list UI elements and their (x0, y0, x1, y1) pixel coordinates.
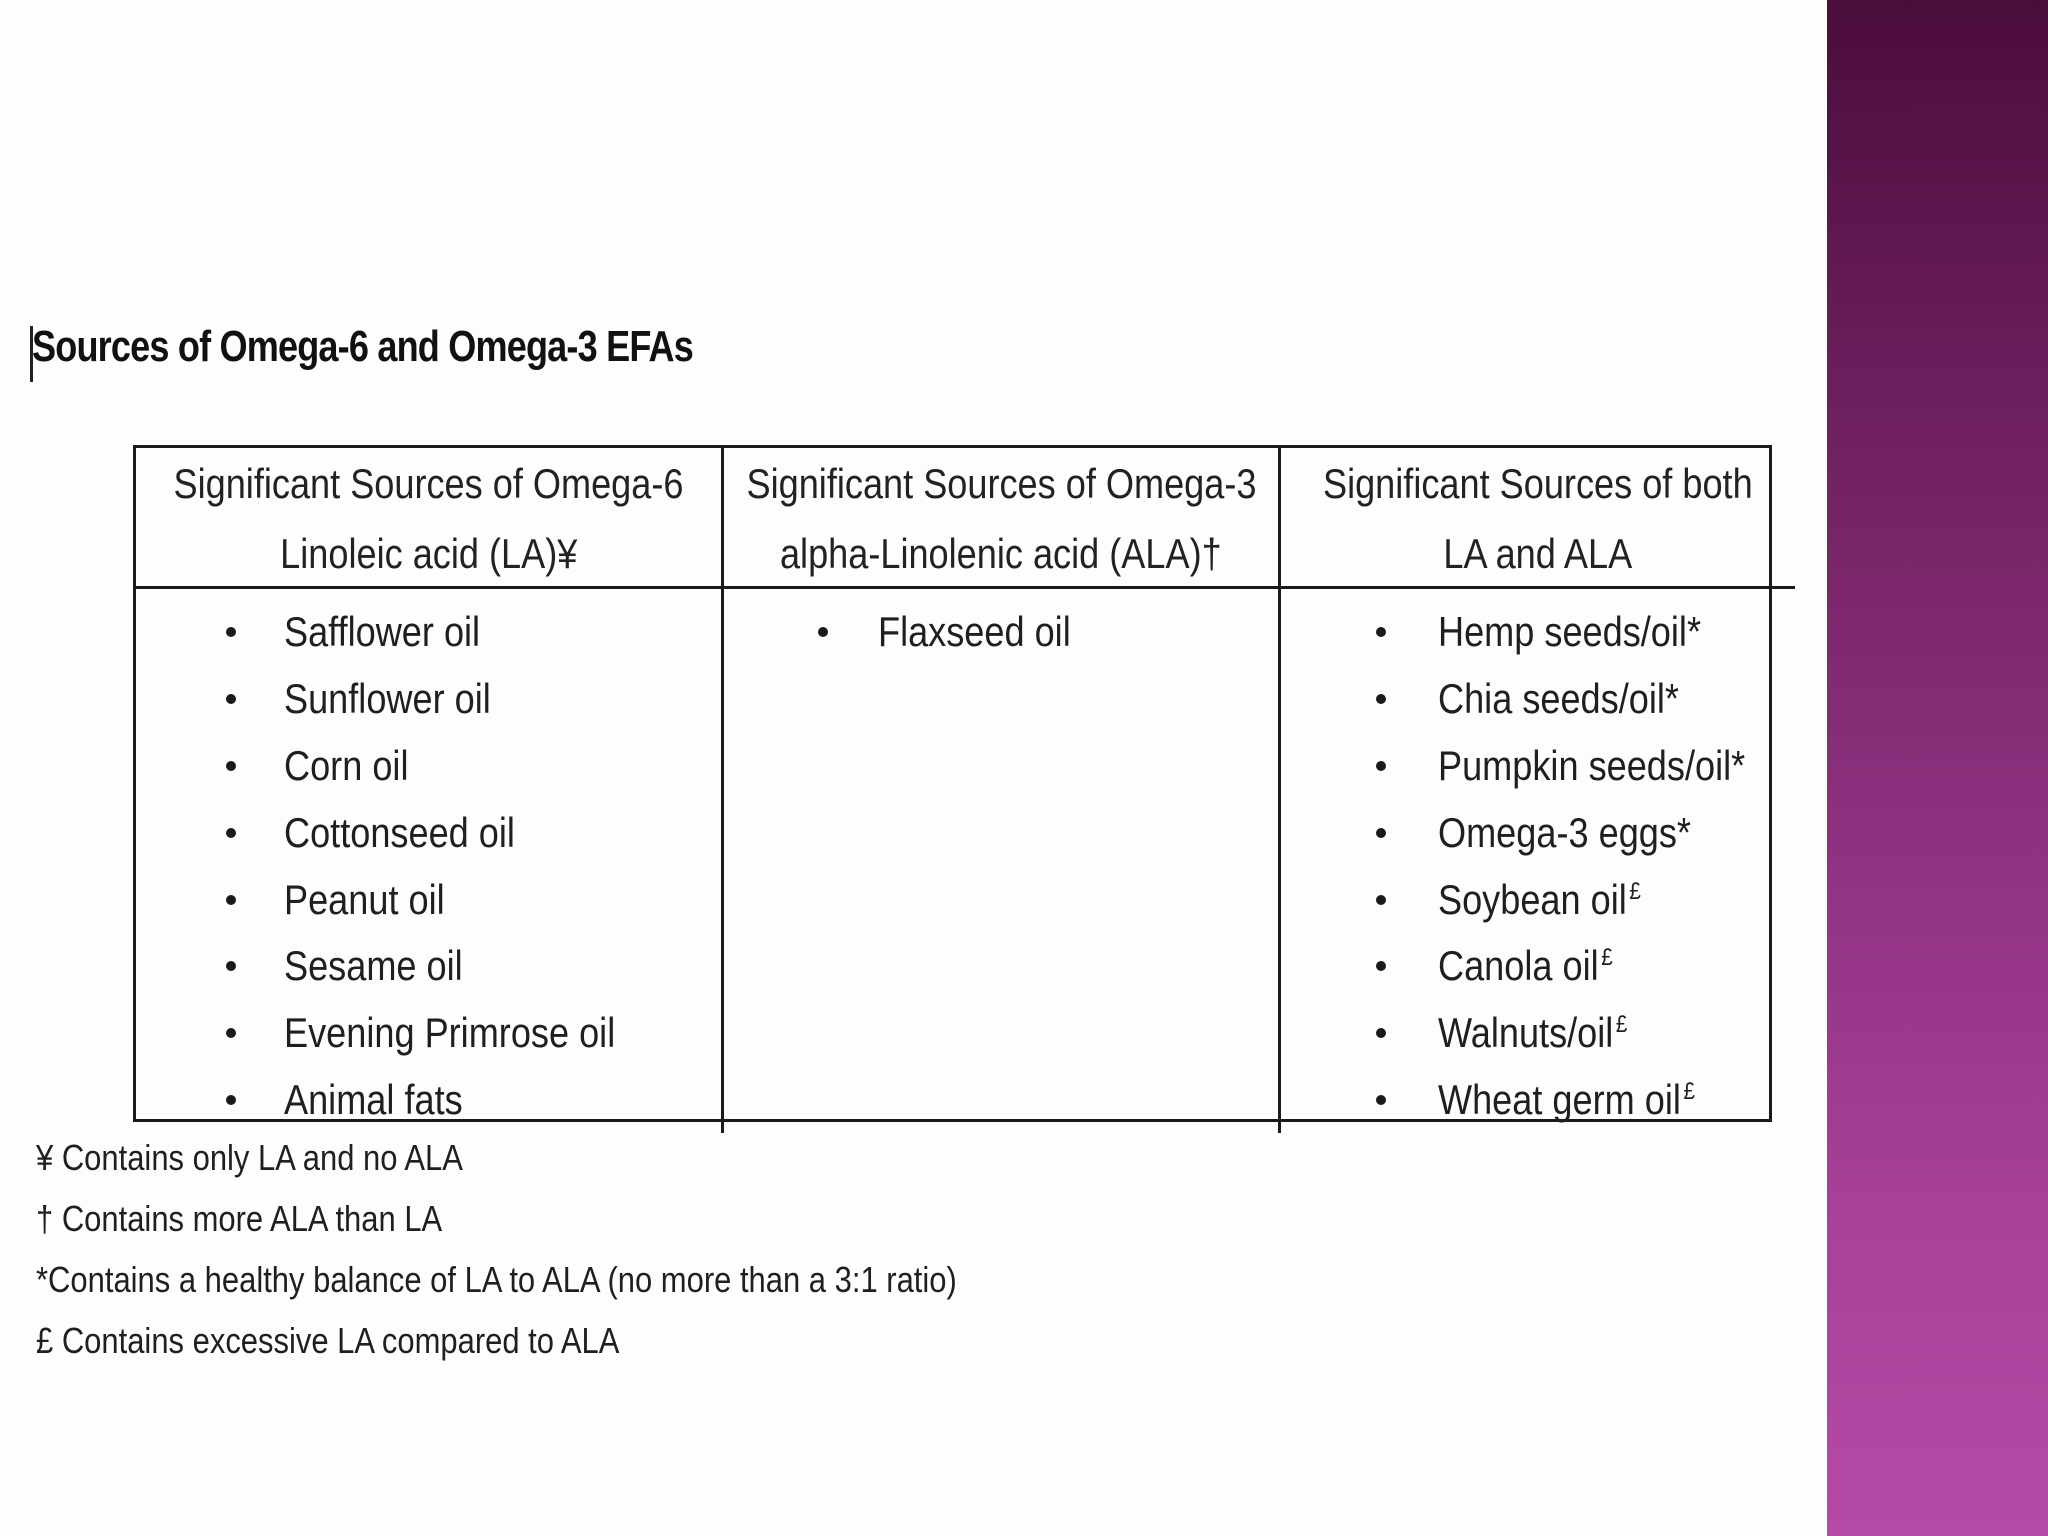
footnote-mark: £ (1601, 944, 1613, 972)
item-label: Hemp seeds/oil* (1438, 608, 1701, 656)
footnote-text: ¥ Contains only LA and no ALA (36, 1137, 463, 1178)
list-item (1281, 666, 1795, 733)
list-item (136, 733, 721, 800)
bullet-icon (226, 1028, 236, 1038)
item-label: Omega-3 eggs* (1438, 808, 1691, 856)
header-both-line1: Significant Sources of both (1323, 460, 1753, 507)
bullet-icon (1376, 961, 1386, 971)
list-item (136, 599, 721, 666)
bullet-icon (1376, 694, 1386, 704)
item-label: Chia seeds/oil* (1438, 675, 1679, 723)
omega-6-sources-list (136, 599, 721, 1133)
list-item (136, 1067, 721, 1134)
footnote (36, 1127, 1107, 1188)
sources-table (133, 445, 1772, 1122)
item-text: Safflower oil (284, 608, 481, 656)
item-text (1438, 608, 1701, 656)
both-sources-list (1281, 599, 1795, 1133)
decorative-side-bar (1827, 0, 2048, 1536)
list-item (1281, 866, 1795, 933)
bullet-icon (226, 961, 236, 971)
bullet-icon (226, 828, 236, 838)
header-both-line2: LA and ALA (1443, 530, 1633, 577)
bullet-icon (1376, 895, 1386, 905)
item-label: Wheat germ oil (1438, 1075, 1681, 1123)
item-text (1438, 942, 1613, 990)
footnote-mark: £ (1683, 1077, 1695, 1105)
list-item (1281, 1067, 1795, 1134)
item-label: Pumpkin seeds/oil* (1438, 741, 1746, 789)
item-text: Corn oil (284, 741, 409, 789)
list-item (1281, 733, 1795, 800)
item-text (1438, 1076, 1695, 1124)
list-item (136, 799, 721, 866)
header-both (1281, 448, 1795, 589)
item-text (1438, 1009, 1627, 1057)
page-title: Sources of Omega-6 and Omega-3 EFAs (32, 322, 694, 371)
footnote-text: *Contains a healthy balance of LA to ALA (no more than a 3:1 ratio) (36, 1259, 957, 1300)
item-text: Animal fats (284, 1075, 463, 1123)
item-text: Peanut oil (284, 875, 445, 923)
header-omega-6-line2: Linoleic acid (LA)¥ (279, 530, 578, 577)
footnote (36, 1249, 1107, 1310)
header-omega-3-line2: alpha-Linolenic acid (ALA)† (780, 530, 1222, 577)
bullet-icon (1376, 627, 1386, 637)
bullet-icon (818, 627, 828, 637)
bullet-icon (226, 694, 236, 704)
list-item (136, 866, 721, 933)
footnote (36, 1310, 1107, 1371)
item-text: Sesame oil (284, 942, 463, 990)
bullet-icon (226, 895, 236, 905)
list-item (724, 599, 1278, 666)
item-text: Evening Primrose oil (284, 1009, 616, 1057)
header-omega-6-line1: Significant Sources of Omega-6 (173, 460, 684, 507)
item-text: Cottonseed oil (284, 808, 515, 856)
item-text (1438, 876, 1641, 924)
list-item (136, 1000, 721, 1067)
omega-3-sources-cell (724, 589, 1281, 1133)
item-text: Flaxseed oil (878, 608, 1071, 656)
header-omega-3 (724, 448, 1281, 589)
footnote-text: † Contains more ALA than LA (36, 1198, 443, 1239)
list-item (136, 933, 721, 1000)
list-item (136, 666, 721, 733)
list-item (1281, 599, 1795, 666)
item-text (1438, 742, 1745, 790)
list-item (1281, 799, 1795, 866)
footnote (36, 1188, 1107, 1249)
footnote-mark: £ (1629, 877, 1641, 905)
bullet-icon (1376, 828, 1386, 838)
footnotes (36, 1127, 1107, 1371)
item-text (1438, 675, 1679, 723)
omega-3-sources-list (724, 599, 1278, 666)
bullet-icon (1376, 1028, 1386, 1038)
header-omega-6 (136, 448, 724, 589)
header-omega-3-line1: Significant Sources of Omega-3 (746, 460, 1256, 507)
item-text: Sunflower oil (284, 675, 491, 723)
footnote-text: £ Contains excessive LA compared to ALA (36, 1320, 620, 1361)
bullet-icon (1376, 761, 1386, 771)
footnote-mark: £ (1615, 1011, 1628, 1039)
bullet-icon (226, 1095, 236, 1105)
item-label: Walnuts/oil (1438, 1009, 1614, 1057)
item-label: Canola oil (1438, 942, 1599, 990)
bullet-icon (226, 627, 236, 637)
both-sources-cell (1281, 589, 1795, 1133)
bullet-icon (1376, 1095, 1386, 1105)
bullet-icon (226, 761, 236, 771)
item-text (1438, 809, 1691, 857)
list-item (1281, 933, 1795, 1000)
list-item (1281, 1000, 1795, 1067)
item-label: Soybean oil (1438, 875, 1627, 923)
omega-6-sources-cell (136, 589, 724, 1133)
